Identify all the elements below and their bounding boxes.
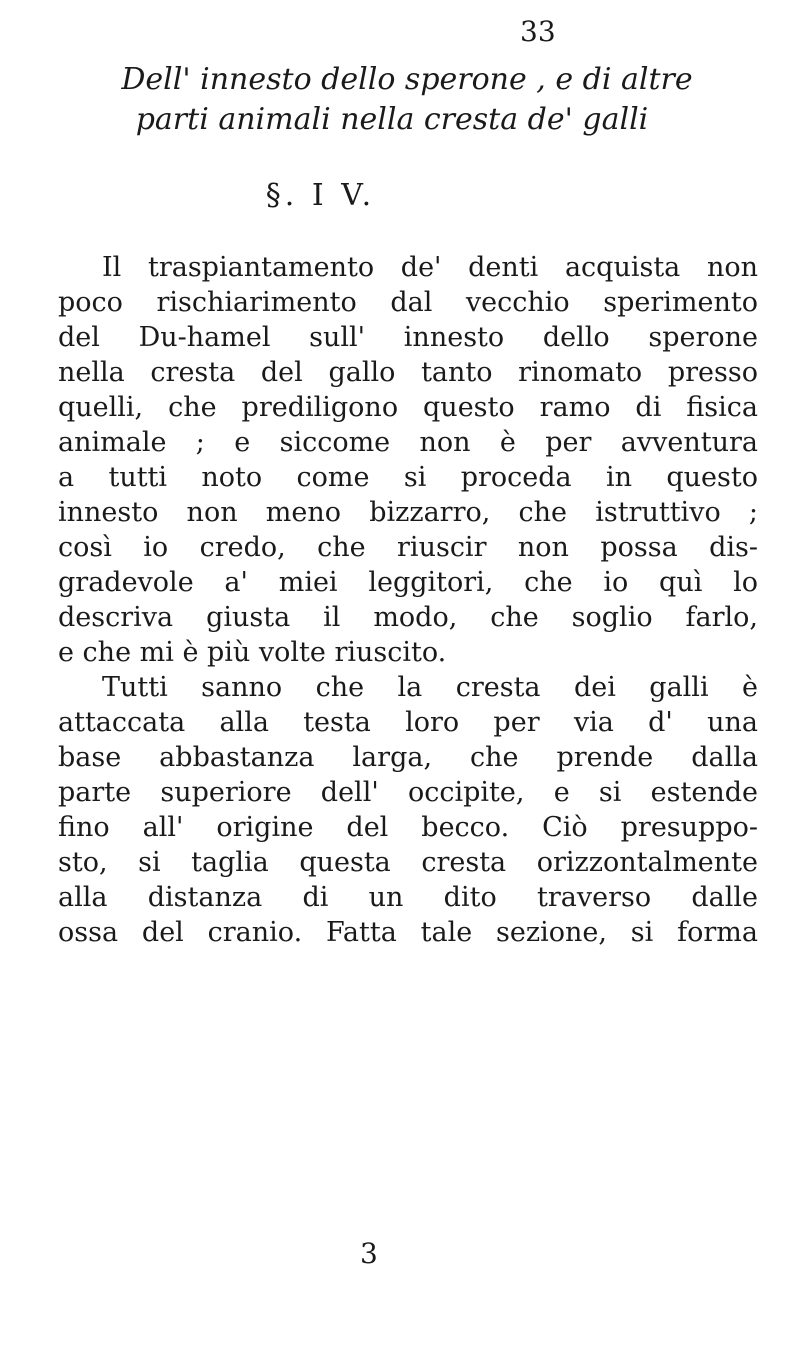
text-line: fino all' origine del becco. Ciò presuppo- <box>58 812 758 843</box>
text-line: del Du-hamel sull' innesto dello sperone <box>58 322 758 353</box>
text-line: alla distanza di un dito traverso dalle <box>58 882 758 913</box>
text-line: nella cresta del gallo tanto rinomato presso <box>58 357 758 388</box>
text-line: Tutti sanno che la cresta dei galli è <box>102 672 758 703</box>
text-line: quelli, che prediligono questo ramo di fisica <box>58 392 758 423</box>
section-number: §. I V. <box>265 178 376 213</box>
section-heading <box>82 60 762 140</box>
text-line: sto, si taglia questa cresta orizzontalmente <box>58 847 758 878</box>
text-line: descriva giusta il modo, che soglio farlo, <box>58 602 758 633</box>
text-line: e che mi è più volte riuscito. <box>58 637 447 668</box>
text-line: a tutti noto come si proceda in questo <box>58 462 758 493</box>
body-text <box>58 250 758 950</box>
text-line: parte superiore dell' occipite, e si estende <box>58 777 758 808</box>
text-line: attaccata alla testa loro per via d' una <box>58 707 758 738</box>
text-line: animale ; e siccome non è per avventura <box>58 427 758 458</box>
text-line: ossa del cranio. Fatta tale sezione, si forma <box>58 917 758 948</box>
text-line: gradevole a' miei leggitori, che io quì lo <box>58 567 758 598</box>
heading-line-1: Dell' innesto dello sperone , e di altre <box>121 62 693 97</box>
text-line: poco rischiarimento dal vecchio sperimento <box>58 287 758 318</box>
text-line: così io credo, che riuscir non possa dis- <box>58 532 758 563</box>
text-line: innesto non meno bizzarro, che istruttivo ; <box>58 497 758 528</box>
text-line: Il traspiantamento de' denti acquista non <box>102 252 758 283</box>
heading-line-2: parti animali nella cresta de' galli <box>135 102 649 137</box>
text-line: base abbastanza larga, che prende dalla <box>58 742 758 773</box>
page-number: 33 <box>520 15 556 48</box>
signature-mark: 3 <box>360 1237 378 1270</box>
